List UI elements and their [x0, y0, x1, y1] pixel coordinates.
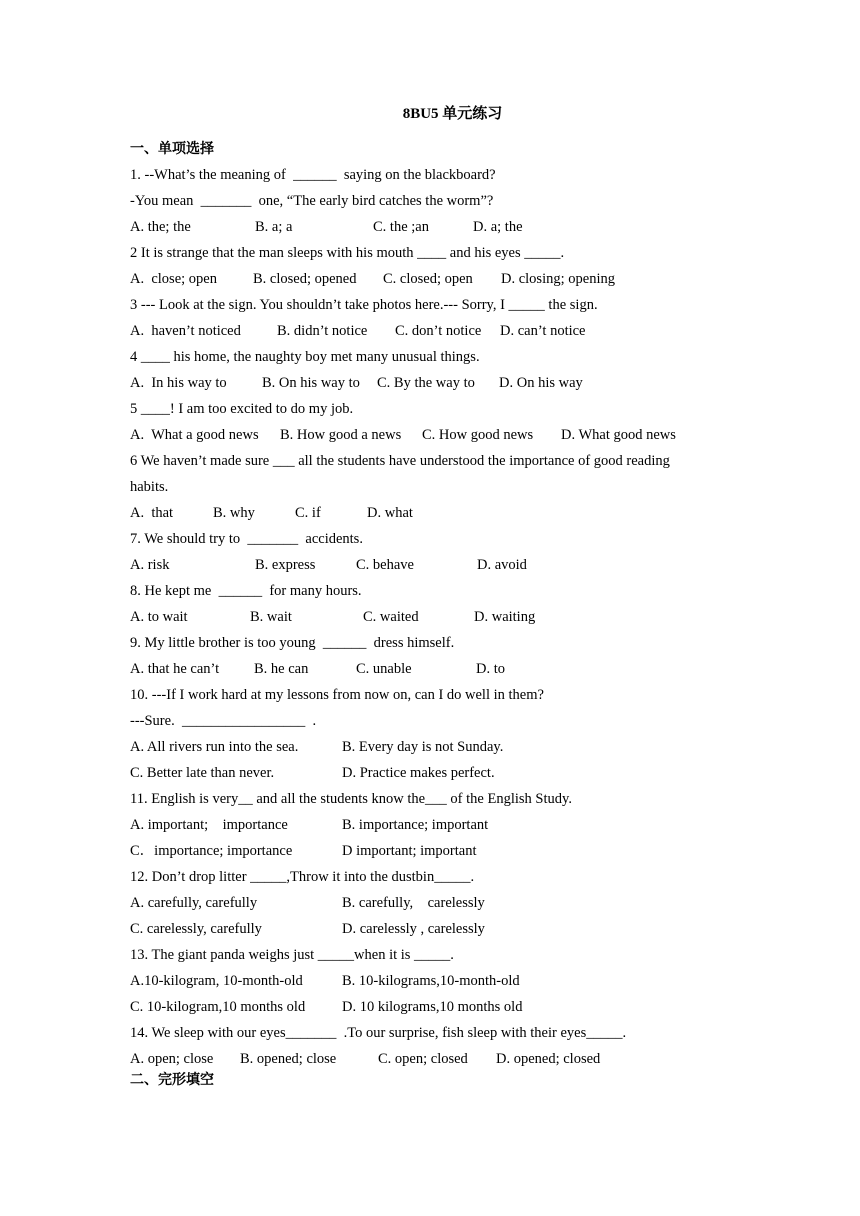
- answer-option: C. carelessly, carefully: [130, 921, 262, 937]
- answer-option: A. haven’t noticed: [130, 323, 241, 339]
- question-line: 9. My little brother is too young ______ dress himself.: [130, 635, 455, 651]
- answer-option: C. Better late than never.: [130, 765, 275, 781]
- answer-option: C. behave: [356, 557, 414, 573]
- answer-option: C. open; closed: [378, 1051, 468, 1067]
- answer-option: B. importance; important: [342, 817, 489, 833]
- answer-option: A. What a good news: [130, 427, 259, 443]
- question-line: 7. We should try to _______ accidents.: [130, 531, 363, 547]
- answer-option: C. 10-kilogram,10 months old: [130, 999, 306, 1015]
- answer-option: C. don’t notice: [395, 323, 482, 339]
- answer-option: D. On his way: [499, 375, 583, 391]
- question-line: habits.: [130, 479, 169, 495]
- question-line: 14. We sleep with our eyes_______ .To our surprise, fish sleep with their eyes_____.: [130, 1025, 627, 1041]
- answer-option: C. if: [295, 505, 321, 521]
- answer-option: B. opened; close: [240, 1051, 337, 1067]
- answer-option: D. can’t notice: [500, 323, 586, 339]
- answer-option: D. carelessly , carelessly: [342, 921, 485, 937]
- answer-option: C．importance; importance: [130, 843, 293, 859]
- answer-option: D. What good news: [561, 427, 676, 443]
- answer-option: C. closed; open: [383, 271, 473, 287]
- answer-option: B. didn’t notice: [277, 323, 368, 339]
- question-line: -You mean _______ one, “The early bird catches the worm”?: [130, 193, 494, 209]
- answer-option: A. risk: [130, 557, 170, 573]
- question-line: 12. Don’t drop litter _____,Throw it into the dustbin_____.: [130, 869, 475, 885]
- question-line: 13. The giant panda weighs just _____when it is _____.: [130, 947, 454, 963]
- answer-option: A. All rivers run into the sea.: [130, 739, 299, 755]
- answer-option: D. Practice makes perfect.: [342, 765, 495, 781]
- answer-option: B. 10-kilograms,10-month-old: [342, 973, 520, 989]
- answer-option: B. a; a: [255, 219, 293, 235]
- question-line: 1. --What’s the meaning of ______ saying on the blackboard?: [130, 167, 496, 183]
- section-heading-multiple-choice: 一、单项选择: [130, 141, 214, 157]
- answer-option: A. open; close: [130, 1051, 214, 1067]
- answer-option: A. In his way to: [130, 375, 227, 391]
- answer-option: B. Every day is not Sunday.: [342, 739, 504, 755]
- question-line: ---Sure. _________________ .: [130, 713, 317, 729]
- answer-option: B. he can: [254, 661, 309, 677]
- answer-option: B. How good a news: [280, 427, 402, 443]
- answer-option: D. a; the: [473, 219, 523, 235]
- question-line: 2 It is strange that the man sleeps with his mouth ____ and his eyes _____.: [130, 245, 565, 261]
- answer-option: D. closing; opening: [501, 271, 615, 287]
- answer-option: B. carefully, carelessly: [342, 895, 485, 911]
- answer-option: C. waited: [363, 609, 419, 625]
- answer-option: A. the; the: [130, 219, 191, 235]
- answer-option: D important; important: [342, 843, 477, 859]
- answer-option: A. to wait: [130, 609, 188, 625]
- question-line: 4 ____ his home, the naughty boy met many unusual things.: [130, 349, 480, 365]
- question-line: 8. He kept me ______ for many hours.: [130, 583, 362, 599]
- answer-option: C. the ;an: [373, 219, 429, 235]
- worksheet-title: 8BU5 单元练习: [402, 106, 503, 122]
- answer-option: B. wait: [250, 609, 292, 625]
- answer-option: A. important; importance: [130, 817, 288, 833]
- answer-option: A. that he can’t: [130, 661, 220, 677]
- answer-option: C. How good news: [422, 427, 534, 443]
- question-line: 3 --- Look at the sign. You shouldn’t take photos here.--- Sorry, I _____ the sign.: [130, 297, 598, 313]
- answer-option: C. By the way to: [377, 375, 475, 391]
- question-line: 5 ____! I am too excited to do my job.: [130, 401, 354, 417]
- answer-option: B. express: [255, 557, 316, 573]
- answer-option: D. opened; closed: [496, 1051, 601, 1067]
- answer-option: D. avoid: [477, 557, 527, 573]
- answer-option: A. close; open: [130, 271, 217, 287]
- question-line: 11. English is very__ and all the students know the___ of the English Study.: [130, 791, 572, 807]
- question-line: 10. ---If I work hard at my lessons from now on, can I do well in them?: [130, 687, 544, 703]
- answer-option: A. that: [130, 505, 174, 521]
- answer-option: D. 10 kilograms,10 months old: [342, 999, 523, 1015]
- answer-option: B. On his way to: [262, 375, 360, 391]
- answer-option: D. what: [367, 505, 413, 521]
- answer-option: C. unable: [356, 661, 412, 677]
- answer-option: A. carefully, carefully: [130, 895, 258, 911]
- question-line: 6 We haven’t made sure ___ all the students have understood the importance of good reading: [130, 453, 670, 469]
- answer-option: A.10-kilogram, 10-month-old: [130, 973, 303, 989]
- section-heading-cloze: 二、完形填空: [130, 1072, 214, 1088]
- answer-option: D. to: [476, 661, 505, 677]
- answer-option: B. closed; opened: [253, 271, 357, 287]
- answer-option: D. waiting: [474, 609, 536, 625]
- answer-option: B. why: [213, 505, 255, 521]
